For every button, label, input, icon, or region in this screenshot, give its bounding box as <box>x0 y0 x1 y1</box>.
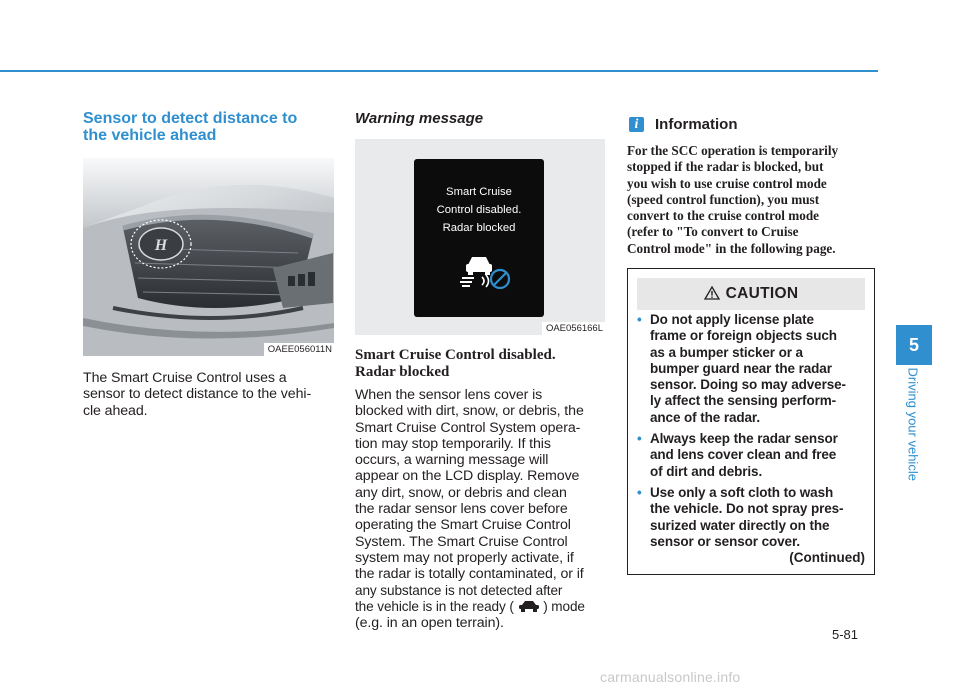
column-sensor <box>83 110 334 419</box>
text-line: operating the Smart Cruise Control <box>355 517 571 534</box>
text-line: the radar sensor lens cover before <box>355 501 568 518</box>
continued-label: (Continued) <box>789 550 865 565</box>
text-line: blocked with dirt, snow, or debris, the <box>355 403 584 420</box>
text-line: Use only a soft cloth to wash <box>650 484 834 500</box>
text-line: Smart Cruise Control System opera- <box>355 419 581 436</box>
warning-message-title: Warning message <box>355 110 484 127</box>
caution-box <box>627 268 875 575</box>
text-line: ly affect the sensing perform- <box>650 393 837 409</box>
chapter-label <box>903 367 923 500</box>
text-line: stopped if the radar is blocked, but <box>627 159 824 175</box>
lcd-line: Radar blocked <box>442 222 516 234</box>
text-line: For the SCC operation is temporarily <box>627 143 839 158</box>
text-line: (speed control function), you must <box>627 191 820 207</box>
lcd-display <box>414 159 544 317</box>
text-line: ance of the radar. <box>650 409 760 425</box>
chapter-tab: 5 <box>896 325 932 365</box>
text-line: bumper guard near the radar <box>650 360 832 376</box>
text-line: you wish to use cruise control mode <box>627 175 827 191</box>
text-line: Do not apply license plate <box>650 312 814 327</box>
caution-item <box>637 485 867 550</box>
text-line: tion may stop temporarily. If this <box>355 435 551 452</box>
warning-paragraph <box>355 387 605 631</box>
text-fragment: the vehicle is in the ready ( <box>355 598 514 614</box>
warning-triangle-icon <box>704 286 720 300</box>
page-number: 5-81 <box>832 627 859 642</box>
chapter-label-text: Driving your vehicle <box>905 367 921 481</box>
text-line: convert to the cruise control mode <box>627 208 820 224</box>
text-line: The Smart Cruise Control uses a <box>83 370 287 386</box>
text-line: cle ahead. <box>83 402 148 419</box>
bullet-icon: • <box>637 431 642 447</box>
information-paragraph <box>627 143 877 257</box>
svg-text:H: H <box>154 237 168 254</box>
text-line: (refer to "To convert to Cruise <box>627 224 799 240</box>
text-line: as a bumper sticker or a <box>650 344 803 360</box>
text-line: Always keep the radar sensor <box>650 431 838 447</box>
subtitle-line: Radar blocked <box>355 364 450 380</box>
text-line: system may not properly activate, if <box>355 549 574 566</box>
information-box <box>627 115 877 257</box>
caution-list <box>637 312 867 555</box>
subtitle-line: Smart Cruise Control disabled. <box>355 347 556 363</box>
info-icon: i <box>629 117 644 132</box>
title-line: Sensor to detect distance to <box>83 110 298 127</box>
text-line: Control mode" in the following page. <box>627 240 836 256</box>
text-line: When the sensor lens cover is <box>355 387 543 403</box>
title-line: the vehicle ahead <box>83 127 217 144</box>
text-line: sensor or sensor cover. <box>650 533 801 549</box>
caution-header <box>637 278 865 310</box>
text-line: the vehicle. Do not spray pres- <box>650 501 844 517</box>
text-line: any substance is not detected after <box>355 582 563 598</box>
text-line: of dirt and debris. <box>650 463 763 479</box>
bullet-icon: • <box>637 312 642 327</box>
text-line: any dirt, snow, or debris and clean <box>355 484 567 501</box>
text-line: surized water directly on the <box>650 517 830 533</box>
ready-mode-line <box>355 599 605 615</box>
information-header <box>627 115 877 137</box>
column-warning <box>355 110 605 631</box>
car-front-figure <box>83 158 334 356</box>
text-fragment: ) mode <box>543 598 585 614</box>
text-line: System. The Smart Cruise Control <box>355 533 568 550</box>
text-line: sensor to detect distance to the vehi- <box>83 386 312 403</box>
text-line: occurs, a warning message will <box>355 452 549 469</box>
text-line: and lens cover clean and free <box>650 447 837 463</box>
text-line: sensor. Doing so may adverse- <box>650 377 846 393</box>
lcd-line: Smart Cruise <box>446 186 512 198</box>
figure-code: OAE056166L <box>542 322 605 335</box>
watermark: carmanualsonline.info <box>600 669 741 685</box>
ready-car-icon <box>518 600 540 612</box>
subtitle-radar-blocked <box>355 347 605 381</box>
section-title-sensor <box>83 110 334 144</box>
radar-blocked-icon <box>460 251 512 289</box>
lcd-line: Control disabled. <box>436 204 522 216</box>
figure-code: OAEE056011N <box>264 343 334 356</box>
caution-item <box>637 312 867 426</box>
lcd-figure <box>355 139 605 335</box>
text-line: (e.g. in an open terrain). <box>355 615 504 632</box>
text-line: the radar is totally contaminated, or if <box>355 566 584 583</box>
caution-label: CAUTION <box>725 285 799 302</box>
bullet-icon: • <box>637 484 642 500</box>
text-line: appear on the LCD display. Remove <box>355 468 580 485</box>
information-title: Information <box>655 116 738 133</box>
car-front-illustration <box>83 158 334 356</box>
text-line: frame or foreign objects such <box>650 328 837 344</box>
header-rule <box>0 70 878 72</box>
caution-item <box>637 431 867 480</box>
sensor-paragraph <box>83 370 334 419</box>
